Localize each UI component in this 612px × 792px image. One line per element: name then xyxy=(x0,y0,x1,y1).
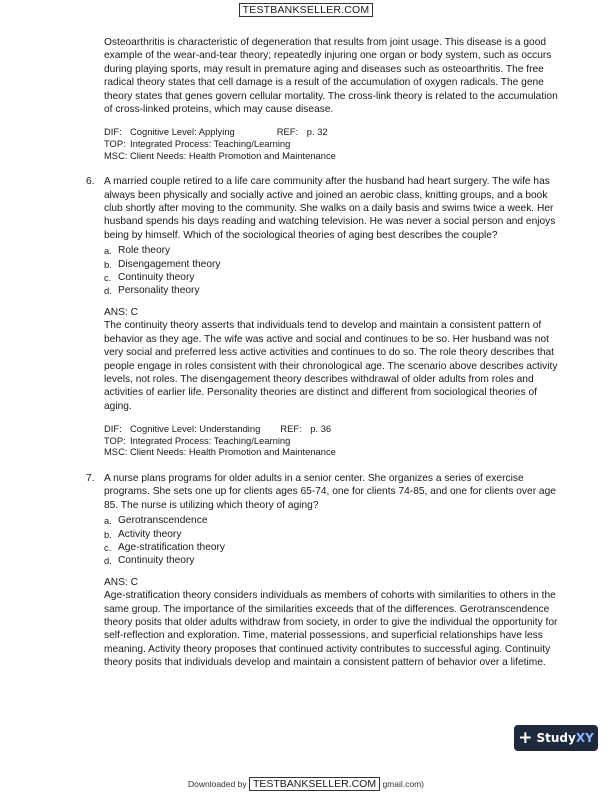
question-meta xyxy=(104,423,564,458)
brand-accent: XY xyxy=(575,731,594,745)
dif-value: Cognitive Level: Applying xyxy=(130,126,235,138)
answer-key: ANS: C xyxy=(104,576,138,588)
ref-label: REF: xyxy=(280,423,302,435)
option-text: Continuity theory xyxy=(118,272,195,284)
option-letter: d. xyxy=(104,285,112,297)
option-text: Activity theory xyxy=(118,528,182,540)
question-7 xyxy=(86,472,564,670)
header-link-text[interactable]: TESTBANKSELLER.COM xyxy=(239,3,374,17)
dif-label: DIF: xyxy=(104,423,122,435)
option-letter: a. xyxy=(104,245,112,257)
option-text: Personality theory xyxy=(118,285,200,297)
brand-main: Study xyxy=(536,731,576,745)
option-letter: a. xyxy=(104,515,112,527)
footer xyxy=(0,778,612,790)
option-text: Continuity theory xyxy=(118,555,195,567)
option-text: Role theory xyxy=(118,245,171,257)
answer-key: ANS: C xyxy=(104,306,138,318)
question-stem: A nurse plans programs for older adults in a senior center. She organizes a series of exercise programs. She sets one up for clients ages 65-74, one for clients 74-85, and one for clients over age 85. The nurse is utilizing which theory of aging? xyxy=(104,472,556,511)
option-item xyxy=(104,284,564,297)
answer-rationale: Age-stratification theory considers individuals as members of cohorts with similarities to others in the same group. The importance of the similarities exceeds that of the differences. Gerotranscendence theory posits that older adults withdraw from society, in order to give the individual the opportunity for self-reflection and exploration. Time, material possessions, and superficial relationships have less meaning. Activity theory proposes that continued activity contributes to successful aging. Continuity theory posits that individuals develop and maintain a consistent pattern of behavior over a lifetime. xyxy=(104,590,558,669)
studyxy-badge[interactable] xyxy=(514,725,598,751)
document-body xyxy=(86,36,564,680)
option-item xyxy=(104,258,564,271)
option-letter: c. xyxy=(104,272,112,284)
question-stem: A married couple retired to a life care community after the husband had heart surgery. The wife has always been physically and socially active and joined an aerobic class, knitting groups, and a book club shortly after moving to the community. She walks on a daily basis and swims twice a week. Her husband spends his days reading and watching television. He was never a social person and enjoys being by himself. Which of the sociological theories of aging best describes the couple? xyxy=(104,176,556,241)
question-number: 6. xyxy=(86,176,95,188)
option-item xyxy=(104,271,564,284)
top-label: TOP: xyxy=(104,138,126,150)
footer-download-text: Downloaded by xyxy=(187,779,247,789)
top-label: TOP: xyxy=(104,434,126,446)
option-item xyxy=(104,554,564,567)
option-list xyxy=(104,244,564,298)
ref-label: REF: xyxy=(276,126,299,138)
option-letter: c. xyxy=(104,541,112,553)
plus-icon: + xyxy=(518,728,533,748)
option-list xyxy=(104,514,564,568)
footer-link[interactable]: TESTBANKSELLER.COM xyxy=(249,777,380,791)
msc-value: Client Needs: Health Promotion and Maintenance xyxy=(130,446,336,458)
question-6 xyxy=(86,175,564,458)
msc-label: MSC: xyxy=(104,149,128,161)
option-item xyxy=(104,244,564,257)
header-watermark-link[interactable] xyxy=(0,4,612,16)
msc-value: Client Needs: Health Promotion and Maintenance xyxy=(130,149,336,161)
intro-rationale: Osteoarthritis is characteristic of degeneration that results from joint usage. This disease is a good example of the wear-and-tear theory; repeatedly injuring one organ or body system, such as occurs during playing sports, may result in premature aging and diseases such as osteoarthritis. The free radical theory states that cell damage is a result of the accumulation of oxygen radicals. The gene theory states that genes govern cellular mortality. The cross-link theory is related to the accumulation of cross-linked proteins, which may cause disease. xyxy=(104,37,558,116)
top-value: Integrated Process: Teaching/Learning xyxy=(130,138,291,150)
dif-label: DIF: xyxy=(104,126,122,138)
msc-label: MSC: xyxy=(104,446,128,458)
option-text: Gerotranscendence xyxy=(118,515,208,527)
answer-rationale: The continuity theory asserts that individuals tend to develop and maintain a consistent pattern of behavior as they age. The wife was active and social and continues to be so. Her husband was not very social and preferred less active activities and continues to do so. The role theory describes that people engage in roles consistent with their chronological age. The scenario above describes activity levels, not roles. The disengagement theory describes withdrawal of older adults from roles and activities of earlier life. Personality theories are distinct and different from sociological theories of aging. xyxy=(104,320,558,412)
option-text: Disengagement theory xyxy=(118,258,221,270)
footer-email-text: gmail.com) xyxy=(382,779,425,789)
top-value: Integrated Process: Teaching/Learning xyxy=(130,434,291,446)
option-letter: b. xyxy=(104,258,112,270)
option-item xyxy=(104,528,564,541)
option-letter: b. xyxy=(104,528,112,540)
option-item xyxy=(104,541,564,554)
ref-value: p. 32 xyxy=(306,126,328,138)
option-letter: d. xyxy=(104,555,112,567)
intro-meta xyxy=(104,126,564,161)
ref-value: p. 36 xyxy=(310,423,332,435)
question-number: 7. xyxy=(86,472,95,484)
option-text: Age-stratification theory xyxy=(118,541,226,553)
dif-value: Cognitive Level: Understanding xyxy=(130,423,261,435)
option-item xyxy=(104,514,564,527)
